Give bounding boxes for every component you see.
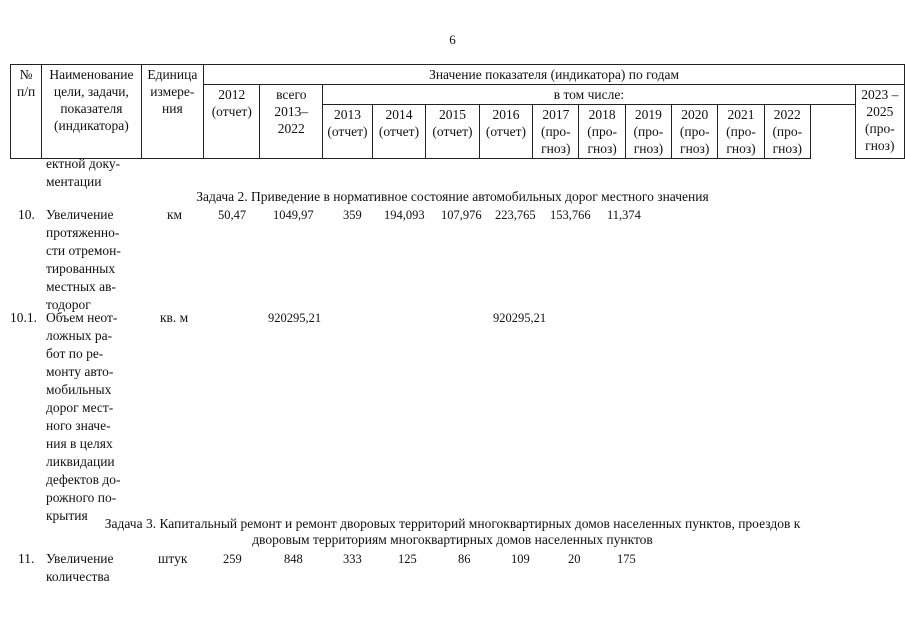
row-10-1-unit: кв. м [160,310,189,325]
header-2018-label: 2018 (про- гноз) [587,107,617,156]
row-10-name: Увеличение протяженно- сти отремон- тированных местных ав- тодорог [46,207,121,312]
row-11-2015: 86 [458,552,471,566]
header-2019-label: 2019 (про- гноз) [633,107,664,156]
page-number: 6 [449,32,456,47]
header-2020-label: 2020 (про- гноз) [679,107,710,156]
header-2012-label: 2012 (отчет) [211,87,252,119]
row-10-2012: 50,47 [218,208,247,222]
header-total [260,85,323,159]
header-num-label: № п/п [17,67,36,99]
task-3-heading: Задача 3. Капитальный ремонт и ремонт дворовых территорий многоквартирных домов населенных пунктов, проездов к дворовым территориям многоквартирных домов населенных пунктов [104,516,801,547]
header-values-title [204,65,905,85]
row-11-2017: 20 [568,552,581,566]
row-10-2017: 153,766 [550,208,591,222]
row-10-num: 10. [18,207,35,222]
row-11-2014: 125 [398,552,417,566]
header-2018 [579,105,625,159]
row-10-2015: 107,976 [441,208,482,222]
row-11-2018: 175 [617,552,636,566]
header-2022-label: 2022 (про- гноз) [772,107,803,156]
header-2014 [372,105,425,159]
row-10-1-num: 10.1. [10,310,37,325]
header-num [11,65,42,159]
row-11-total: 848 [284,552,303,566]
header-2023 [855,85,904,159]
header-2013-label: 2013 (отчет) [327,107,368,139]
row-10-2018: 11,374 [607,208,641,222]
row-11-2016: 109 [511,552,530,566]
header-values-title-label: Значение показателя (индикатора) по годам [429,67,680,82]
row-11-unit: штук [158,551,188,566]
row-10-2014: 194,093 [384,208,425,222]
row-10-total: 1049,97 [273,208,314,222]
row-11-2013: 333 [343,552,362,566]
row-10-1-2016: 920295,21 [493,311,547,325]
continuation-text: ектной доку- ментации [46,156,121,189]
row-10-2013: 359 [343,208,362,222]
header-2014-label: 2014 (отчет) [378,107,420,139]
header-including [323,85,856,105]
header-name-label: Наименование цели, задачи, показателя (индикатора) [49,67,134,133]
header-including-label: в том числе: [553,87,625,102]
header-2021 [718,105,764,159]
header-2015-label: 2015 (отчет) [432,107,473,139]
row-10-1-name: Объем неот- ложных ра- бот по ре- монту авто- мобильных дорог мест- ного значе- ния в целях ликвидации дефектов до- рожного по- крытия [46,310,121,523]
header-2019 [625,105,671,159]
header-2017 [533,105,579,159]
header-name [42,65,141,159]
row-10-1-total: 920295,21 [268,311,322,325]
header-table [10,64,905,159]
row-10-2016: 223,765 [495,208,536,222]
header-2016 [479,105,532,159]
header-unit [141,65,204,159]
row-10-unit: км [167,207,183,222]
row-11-name: Увеличение количества [46,551,114,584]
header-2015 [426,105,479,159]
header-total-label: всего 2013– 2022 [274,87,309,136]
header-2023-label: 2023 – 2025 (про- гноз) [861,87,899,153]
row-11-2012: 259 [223,552,242,566]
row-11-num: 11. [18,551,35,566]
header-2012 [204,85,260,159]
header-2017-label: 2017 (про- гноз) [540,107,571,156]
header-unit-label: Единица измере- ния [147,67,198,116]
header-2016-label: 2016 (отчет) [485,107,527,139]
header-2013 [323,105,373,159]
header-2020 [672,105,718,159]
task-2-heading: Задача 2. Приведение в нормативное состояние автомобильных дорог местного значения [196,189,709,204]
header-2021-label: 2021 (про- гноз) [726,107,756,156]
header-2022 [764,105,810,159]
